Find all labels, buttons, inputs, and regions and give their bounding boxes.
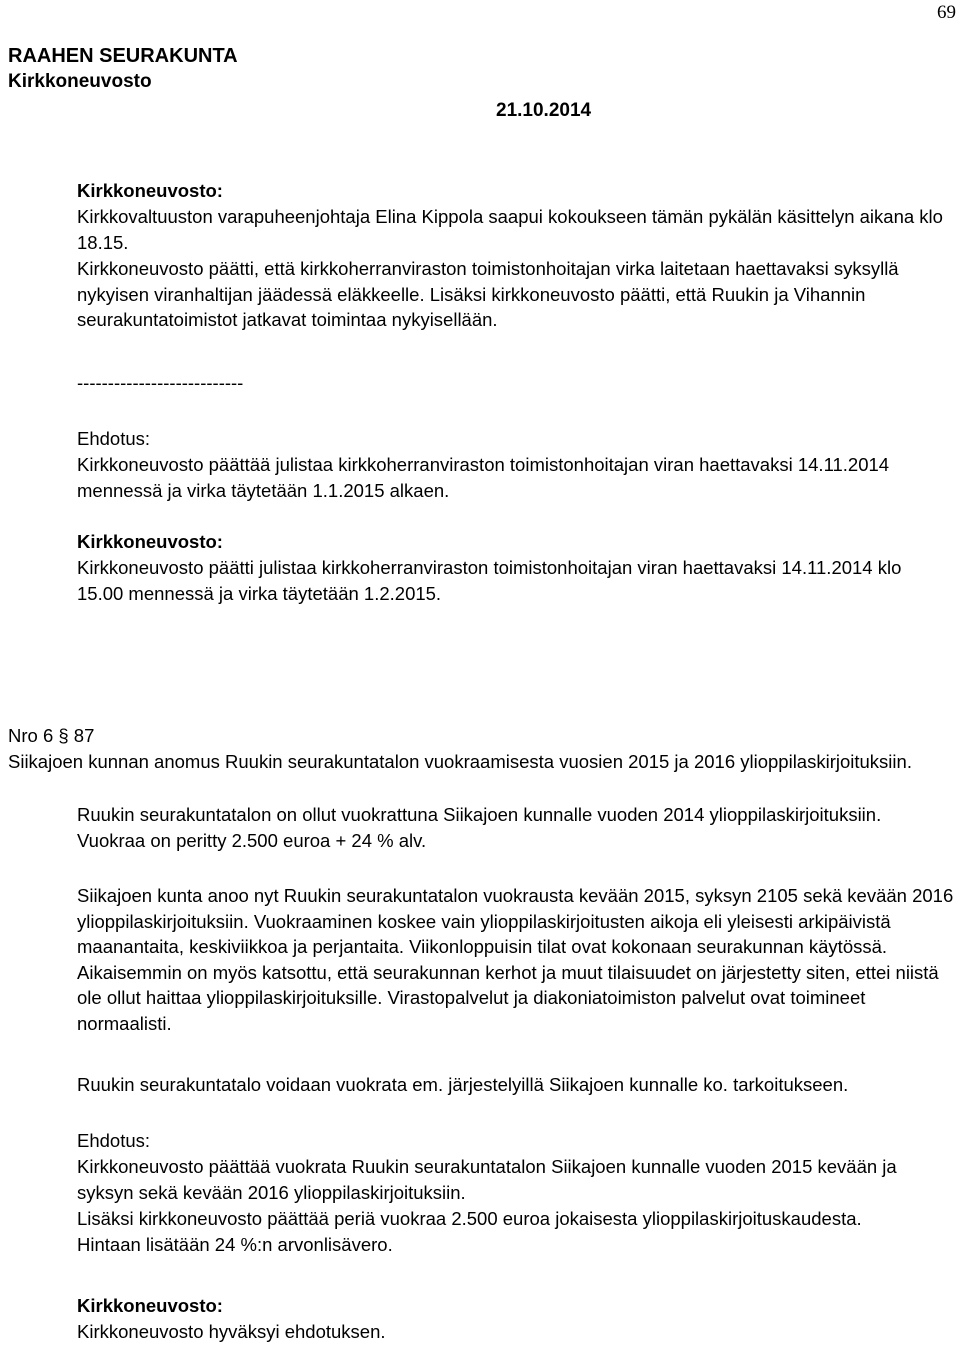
section1-text1: Kirkkovaltuuston varapuheenjohtaja Elina Kippola saapui kokoukseen tämän pykälän käsittelyn aikana klo 18.15. <box>77 206 943 253</box>
page-number: 69 <box>937 2 956 23</box>
proposal-text-2b: Lisäksi kirkkoneuvosto päättää periä vuokraa 2.500 euroa jokaisesta ylioppilaskirjoituskaudesta. <box>77 1208 862 1229</box>
decision-label: Kirkkoneuvosto: <box>77 531 223 552</box>
decision-text: Kirkkoneuvosto päätti julistaa kirkkoherranviraston toimistonhoitajan viran haettavaksi 14.11.2014 klo 15.00 mennessä ja virka täytetään 1.2.2015. <box>77 557 902 604</box>
separator: --------------------------- <box>77 372 244 393</box>
paragraph-2: Siikajoen kunta anoo nyt Ruukin seurakuntatalon vuokrausta kevään 2015, syksyn 2105 sekä kevään 2016 ylioppilaskirjoituksiin. Vuokraaminen koskee vain ylioppilaskirjoitusten aikoja eli yleisesti arkipäivistä maanantaita, keskiviikkoa ja perjantaita. Viikonloppuisin tilat ovat kokonaan seurakunnan käytössä. Aikaisemmin on myös katsottu, että seurakunnan kerhot ja muut tilaisuudet on järjestetty siten, ettei niistä ole ollut haittaa ylioppilaskirjoituksille. Virastopalvelut ja diakoniatoimiston palvelut ovat toimineet normaalisti. <box>77 885 954 1034</box>
item-number: Nro 6 § 87 <box>8 725 95 746</box>
decision-text-2: Kirkkoneuvosto hyväksyi ehdotuksen. <box>77 1321 386 1342</box>
proposal-label: Ehdotus: <box>77 428 151 449</box>
decision-label-2: Kirkkoneuvosto: <box>77 1295 223 1316</box>
item-title: Siikajoen kunnan anomus Ruukin seurakuntatalon vuokraamisesta vuosien 2015 ja 2016 ylioppilaskirjoituksiin. <box>8 751 912 772</box>
section1-label: Kirkkoneuvosto: <box>77 180 223 201</box>
proposal-text: Kirkkoneuvosto päättää julistaa kirkkoherranviraston toimistonhoitajan viran haettavaksi 14.11.2014 mennessä ja virka täytetään 1.1.2015 alkaen. <box>77 454 890 501</box>
section1-text2: Kirkkoneuvosto päätti, että kirkkoherranviraston toimistonhoitajan virka laitetaan haettavaksi syksyllä nykyisen viranhaltijan jäädessä eläkkeelle. Lisäksi kirkkoneuvosto päätti, että Ruukin ja Vihannin seurakuntatoimistot jatkavat toimintaa nykyisellään. <box>77 258 899 331</box>
proposal-label-2: Ehdotus: <box>77 1130 151 1151</box>
organization-name: RAAHEN SEURAKUNTA <box>8 45 238 67</box>
meeting-date: 21.10.2014 <box>496 100 592 121</box>
paragraph-3: Ruukin seurakuntatalo voidaan vuokrata em. järjestelyillä Siikajoen kunnalle ko. tarkoitukseen. <box>77 1074 849 1095</box>
paragraph-1: Ruukin seurakuntatalon on ollut vuokrattuna Siikajoen kunnalle vuoden 2014 ylioppilaskirjoituksiin. Vuokraa on peritty 2.500 euroa + 24 % alv. <box>77 804 882 851</box>
proposal-text-2c: Hintaan lisätään 24 %:n arvonlisävero. <box>77 1234 393 1255</box>
body-name: Kirkkoneuvosto <box>8 71 152 92</box>
proposal-text-2a: Kirkkoneuvosto päättää vuokrata Ruukin seurakuntatalon Siikajoen kunnalle vuoden 2015 kevään ja syksyn sekä kevään 2016 ylioppilaskirjoituksiin. <box>77 1156 897 1203</box>
